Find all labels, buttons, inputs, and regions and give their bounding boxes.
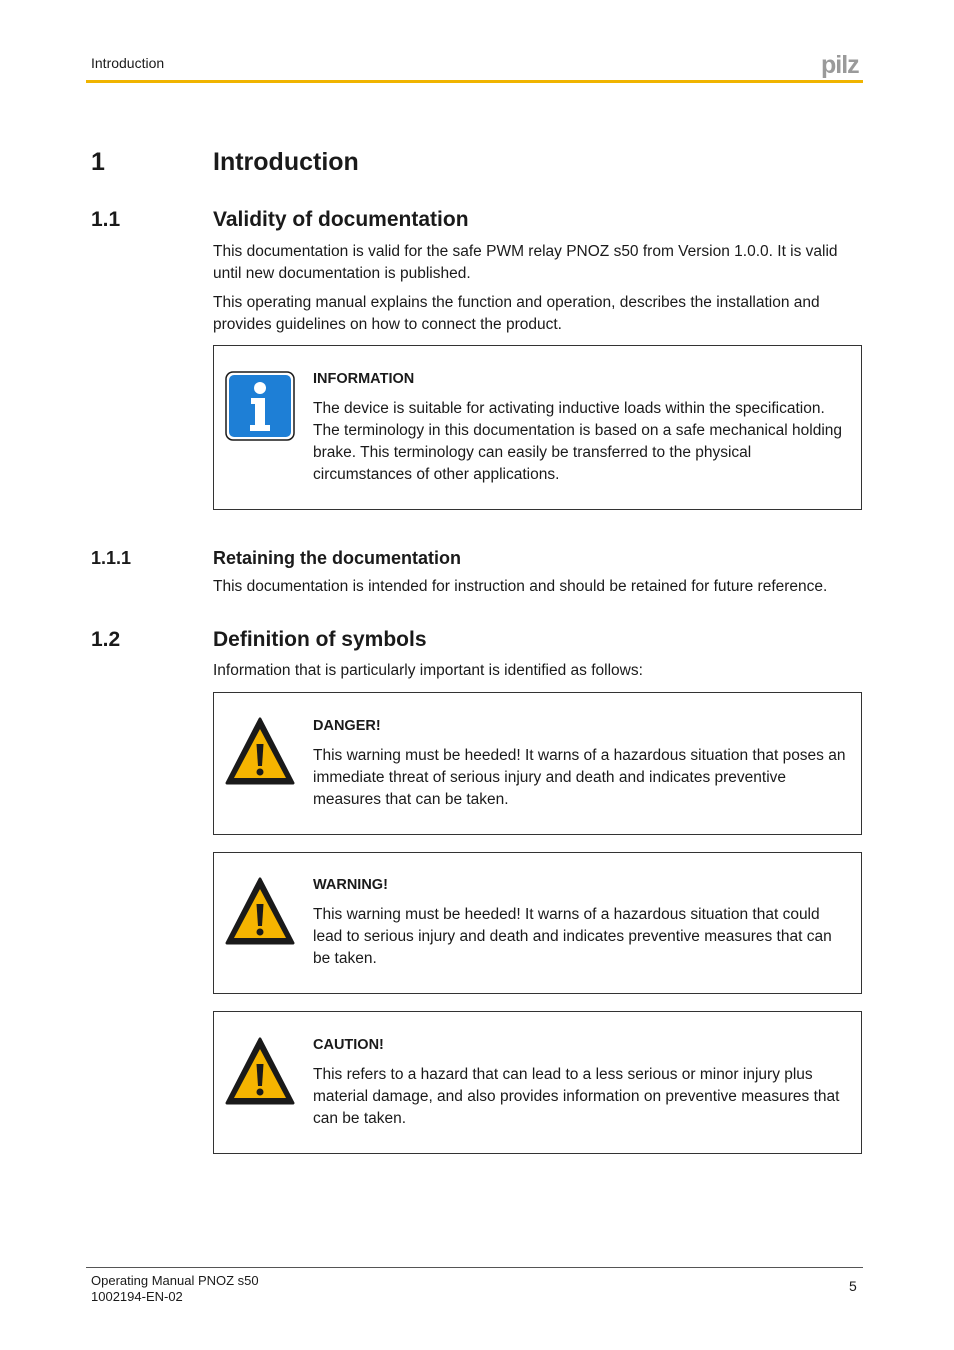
- document-number: 1002194-EN-02: [91, 1289, 183, 1304]
- info-icon: [225, 371, 295, 441]
- box-title: CAUTION!: [313, 1037, 384, 1053]
- section-title-1-1: Validity of documentation: [213, 208, 469, 231]
- paragraph: This documentation is valid for the safe PWM relay PNOZ s50 from Version 1.0.0. It is valid until new documentation is published.: [213, 243, 838, 282]
- danger-box: [213, 692, 862, 835]
- warning-box: [213, 852, 862, 994]
- caution-box: [213, 1011, 862, 1154]
- paragraph: Information that is particularly important is identified as follows:: [213, 662, 643, 679]
- section-title-1-1-1: Retaining the documentation: [213, 548, 462, 568]
- box-text: The device is suitable for activating inductive loads within the specification. The terminology in this documentation is based on a safe mechanical holding brake. This terminology can easily be transferred to the physical circumstances of other applications.: [313, 400, 843, 483]
- pilz-logo: [820, 50, 864, 78]
- chapter-number: 1: [91, 148, 105, 176]
- information-box: [213, 345, 862, 510]
- running-header: Introduction: [91, 55, 165, 71]
- box-text: This warning must be heeded! It warns of a hazardous situation that poses an immediate threat of serious injury and death and indicates preventive measures that can be taken.: [313, 747, 846, 808]
- warning-triangle-icon: [225, 716, 295, 786]
- footer-rule: [86, 1267, 863, 1268]
- chapter-title: Introduction: [213, 148, 359, 176]
- section-title-1-2: Definition of symbols: [213, 628, 427, 651]
- footer-info: [91, 1273, 259, 1305]
- box-title: INFORMATION: [313, 371, 415, 387]
- warning-triangle-icon: [225, 1036, 295, 1106]
- box-text: This warning must be heeded! It warns of a hazardous situation that could lead to serious injury and death and indicates preventive measures that can be taken.: [313, 906, 832, 967]
- warning-triangle-icon: [225, 876, 295, 946]
- section-number-1-1: 1.1: [91, 208, 121, 231]
- section-number-1-2: 1.2: [91, 628, 121, 651]
- manual-title: Operating Manual PNOZ s50: [91, 1273, 259, 1288]
- svg-text:pilz: pilz: [821, 51, 859, 78]
- section-number-1-1-1: 1.1.1: [91, 548, 132, 568]
- page-number: 5: [849, 1278, 857, 1294]
- box-title: DANGER!: [313, 718, 381, 734]
- box-text: This refers to a hazard that can lead to a less serious or minor injury plus material damage, and also provides information on preventive measures that can be taken.: [313, 1066, 840, 1127]
- paragraph: This documentation is intended for instruction and should be retained for future reference.: [213, 578, 828, 595]
- paragraph: This operating manual explains the function and operation, describes the installation and provides guidelines on how to connect the product.: [213, 294, 820, 333]
- box-title: WARNING!: [313, 877, 388, 893]
- header-rule: [86, 80, 863, 83]
